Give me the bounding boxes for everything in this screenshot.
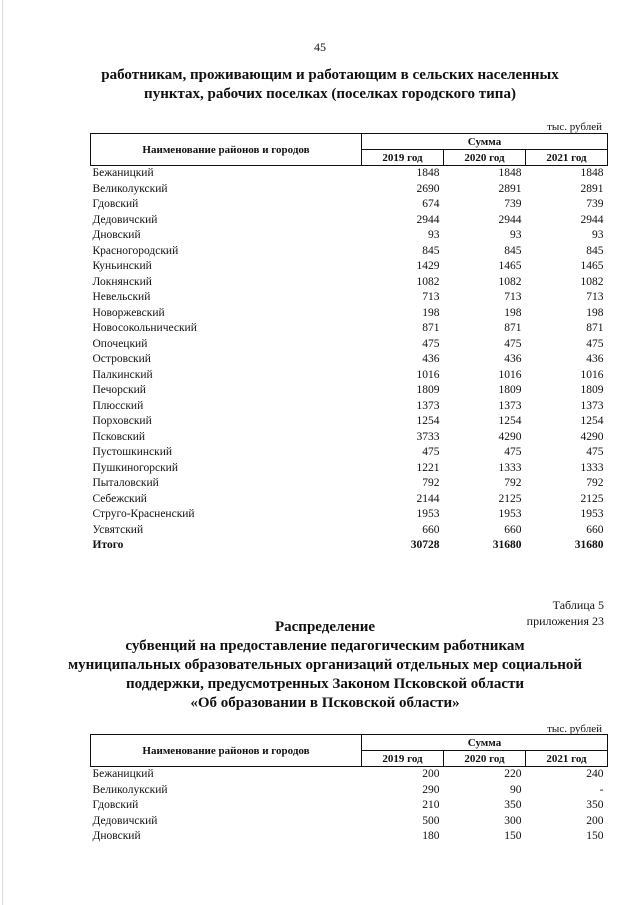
year-value-cell: 1333 <box>580 461 604 474</box>
year-value-cell: 3733 <box>416 430 440 443</box>
year-value-cell: 1848 <box>498 167 522 179</box>
district-name-cell: Бежаницкий <box>92 167 154 179</box>
column-header-year: 2021 год <box>526 751 608 767</box>
table-row <box>91 337 608 353</box>
table-row <box>91 166 608 182</box>
year-value-cell: 475 <box>586 337 604 350</box>
year-value-cell: 150 <box>586 830 604 842</box>
year-value-cell: 1016 <box>580 368 604 381</box>
district-name-cell: Палкинский <box>92 368 153 381</box>
year-value-cell: 198 <box>586 306 604 319</box>
year-value-cell: 198 <box>504 306 522 319</box>
column-header-year: 2020 год <box>444 751 526 767</box>
table-row <box>91 228 608 244</box>
table-number: Таблица 5 <box>552 598 604 612</box>
section1-heading <box>60 66 600 104</box>
district-name-cell: Великолукский <box>92 783 168 796</box>
district-name-cell: Пустошкинский <box>92 446 173 458</box>
year-value-cell: 240 <box>586 768 604 780</box>
district-name-cell: Гдовский <box>92 198 139 210</box>
year-value-cell: 2944 <box>416 213 440 226</box>
district-name-cell: Дедовичский <box>92 213 158 226</box>
table-row <box>91 507 608 523</box>
year-value-cell: 2891 <box>498 182 522 195</box>
year-value-cell: 198 <box>422 306 440 319</box>
year-value-cell: 1809 <box>416 384 440 396</box>
year-value-cell: 871 <box>504 322 522 334</box>
year-value-cell: 475 <box>504 446 522 458</box>
table-row <box>91 798 608 814</box>
column-header-year: 2021 год <box>526 150 608 166</box>
total-value-cell: 31680 <box>574 539 604 551</box>
district-name-cell: Пушкиногорский <box>92 461 178 474</box>
table-row <box>91 383 608 399</box>
table-row <box>91 182 608 198</box>
year-value-cell: 475 <box>422 337 440 350</box>
section2-unit-label: тыс. рублей <box>547 723 602 735</box>
year-value-cell: 2690 <box>416 182 440 195</box>
year-value-cell: 660 <box>504 523 522 536</box>
section1-unit-label: тыс. рублей <box>547 121 602 133</box>
year-value-cell: 1809 <box>498 384 522 396</box>
year-value-cell: 1016 <box>498 368 522 381</box>
table-row <box>91 476 608 492</box>
district-name-cell: Невельский <box>92 291 151 303</box>
year-value-cell: 1953 <box>416 508 440 520</box>
year-value-cell: - <box>599 783 604 796</box>
year-value-cell: 475 <box>504 337 522 350</box>
district-name-cell: Куньинский <box>92 260 152 272</box>
year-value-cell: 739 <box>504 198 522 210</box>
district-name-cell: Островский <box>92 353 151 365</box>
column-header-name: Наименование районов и городов <box>91 735 362 767</box>
year-value-cell: 93 <box>510 229 522 241</box>
section1-table-body <box>91 166 608 554</box>
district-name-cell: Гдовский <box>92 799 139 811</box>
year-value-cell: 1373 <box>416 399 440 412</box>
year-value-cell: 1429 <box>416 260 440 272</box>
section1-heading-line: работникам, проживающим и работающим в сельских населенных <box>101 67 559 83</box>
year-value-cell: 93 <box>428 229 440 241</box>
table-row <box>91 783 608 799</box>
year-value-cell: 475 <box>586 446 604 458</box>
year-value-cell: 436 <box>586 353 604 365</box>
year-value-cell: 180 <box>422 830 440 842</box>
year-value-cell: 871 <box>422 322 440 334</box>
table-row <box>91 399 608 415</box>
year-value-cell: 845 <box>586 244 604 257</box>
year-value-cell: 1953 <box>498 508 522 520</box>
table-row <box>91 767 608 783</box>
year-value-cell: 1254 <box>498 415 522 427</box>
year-value-cell: 150 <box>504 830 522 842</box>
table-row <box>91 523 608 539</box>
year-value-cell: 1254 <box>580 415 604 427</box>
district-name-cell: Плюсский <box>92 399 144 412</box>
year-value-cell: 1809 <box>580 384 604 396</box>
year-value-cell: 436 <box>504 353 522 365</box>
year-value-cell: 792 <box>586 477 604 489</box>
table-row <box>91 306 608 322</box>
district-name-cell: Дновский <box>92 830 141 842</box>
table-row <box>91 829 608 845</box>
section1-table <box>90 133 608 554</box>
year-value-cell: 1333 <box>498 461 522 474</box>
district-name-cell: Псковский <box>92 430 146 443</box>
total-row <box>91 538 608 554</box>
scan-edge-line <box>2 0 3 905</box>
table-row <box>91 430 608 446</box>
column-header-year: 2020 год <box>444 150 526 166</box>
year-value-cell: 713 <box>422 291 440 303</box>
section2-heading-line: муниципальных образовательных организаций отдельных мер социальной <box>67 657 583 673</box>
year-value-cell: 220 <box>504 768 522 780</box>
section2-heading-line: поддержки, предусмотренных Законом Псковской области <box>126 676 524 692</box>
section2-heading-line: Распределение <box>274 619 376 635</box>
column-header-name: Наименование районов и городов <box>91 134 362 166</box>
total-value-cell: 31680 <box>492 539 522 551</box>
table-row <box>91 368 608 384</box>
year-value-cell: 2944 <box>580 213 604 226</box>
district-name-cell: Дедовичский <box>92 814 158 827</box>
section2-table-body <box>91 767 608 845</box>
district-name-cell: Усвятский <box>92 523 144 536</box>
year-value-cell: 500 <box>422 814 440 827</box>
district-name-cell: Струго-Красненский <box>92 508 195 520</box>
section2-table <box>90 734 608 845</box>
column-header-year: 2019 год <box>362 751 444 767</box>
year-value-cell: 674 <box>422 198 440 210</box>
year-value-cell: 210 <box>422 799 440 811</box>
district-name-cell: Локнянский <box>92 275 152 288</box>
year-value-cell: 475 <box>422 446 440 458</box>
district-name-cell: Великолукский <box>92 182 168 195</box>
year-value-cell: 660 <box>586 523 604 536</box>
year-value-cell: 1373 <box>580 399 604 412</box>
year-value-cell: 1016 <box>416 368 440 381</box>
year-value-cell: 1465 <box>498 260 522 272</box>
year-value-cell: 1221 <box>416 461 440 474</box>
year-value-cell: 90 <box>510 783 522 796</box>
district-name-cell: Печорский <box>92 384 146 396</box>
district-name-cell: Новосокольнический <box>92 322 197 334</box>
section1-heading-line: пунктах, рабочих поселках (поселках городского типа) <box>144 86 516 102</box>
table-row <box>91 814 608 830</box>
district-name-cell: Красногородский <box>92 244 179 257</box>
total-value-cell: 30728 <box>410 539 440 551</box>
table-row <box>91 492 608 508</box>
column-header-sum: Сумма <box>362 134 608 150</box>
year-value-cell: 300 <box>504 814 522 827</box>
year-value-cell: 200 <box>586 814 604 827</box>
year-value-cell: 200 <box>422 768 440 780</box>
year-value-cell: 2125 <box>580 492 604 505</box>
appendix-reference: приложения 23 <box>526 614 604 628</box>
year-value-cell: 2125 <box>498 492 522 505</box>
year-value-cell: 845 <box>504 244 522 257</box>
year-value-cell: 1082 <box>498 275 522 288</box>
table-row <box>91 244 608 260</box>
district-name-cell: Дновский <box>92 229 141 241</box>
year-value-cell: 290 <box>422 783 440 796</box>
district-name-cell: Опочецкий <box>92 337 148 350</box>
year-value-cell: 792 <box>504 477 522 489</box>
year-value-cell: 792 <box>422 477 440 489</box>
year-value-cell: 871 <box>586 322 604 334</box>
section2-heading-line: субвенций на предоставление педагогическим работникам <box>125 638 525 654</box>
section2-heading-line: «Об образовании в Псковской области» <box>190 695 460 711</box>
year-value-cell: 2144 <box>416 492 440 505</box>
year-value-cell: 1848 <box>580 167 604 179</box>
district-name-cell: Пыталовский <box>92 477 159 489</box>
year-value-cell: 93 <box>592 229 604 241</box>
table-row <box>91 321 608 337</box>
year-value-cell: 1848 <box>416 167 440 179</box>
year-value-cell: 713 <box>504 291 522 303</box>
column-header-sum: Сумма <box>362 735 608 751</box>
year-value-cell: 2891 <box>580 182 604 195</box>
district-name-cell: Новоржевский <box>92 306 165 319</box>
district-name-cell: Себежский <box>92 492 147 505</box>
year-value-cell: 4290 <box>580 430 604 443</box>
section2-heading <box>40 618 610 713</box>
table-row <box>91 213 608 229</box>
table-row <box>91 290 608 306</box>
table-row <box>91 352 608 368</box>
year-value-cell: 1373 <box>498 399 522 412</box>
year-value-cell: 739 <box>586 198 604 210</box>
year-value-cell: 713 <box>586 291 604 303</box>
year-value-cell: 1953 <box>580 508 604 520</box>
district-name-cell: Бежаницкий <box>92 768 154 780</box>
year-value-cell: 1082 <box>416 275 440 288</box>
table-row <box>91 259 608 275</box>
total-label-cell: Итого <box>92 539 124 551</box>
table-row <box>91 414 608 430</box>
table-row <box>91 197 608 213</box>
year-value-cell: 350 <box>504 799 522 811</box>
year-value-cell: 2944 <box>498 213 522 226</box>
year-value-cell: 1082 <box>580 275 604 288</box>
year-value-cell: 436 <box>422 353 440 365</box>
table-row <box>91 461 608 477</box>
year-value-cell: 660 <box>422 523 440 536</box>
year-value-cell: 350 <box>586 799 604 811</box>
year-value-cell: 1254 <box>416 415 440 427</box>
table-row <box>91 445 608 461</box>
year-value-cell: 845 <box>422 244 440 257</box>
year-value-cell: 1465 <box>580 260 604 272</box>
page-number: 45 <box>314 40 326 54</box>
district-name-cell: Порховский <box>92 415 152 427</box>
year-value-cell: 4290 <box>498 430 522 443</box>
column-header-year: 2019 год <box>362 150 444 166</box>
table-row <box>91 275 608 291</box>
